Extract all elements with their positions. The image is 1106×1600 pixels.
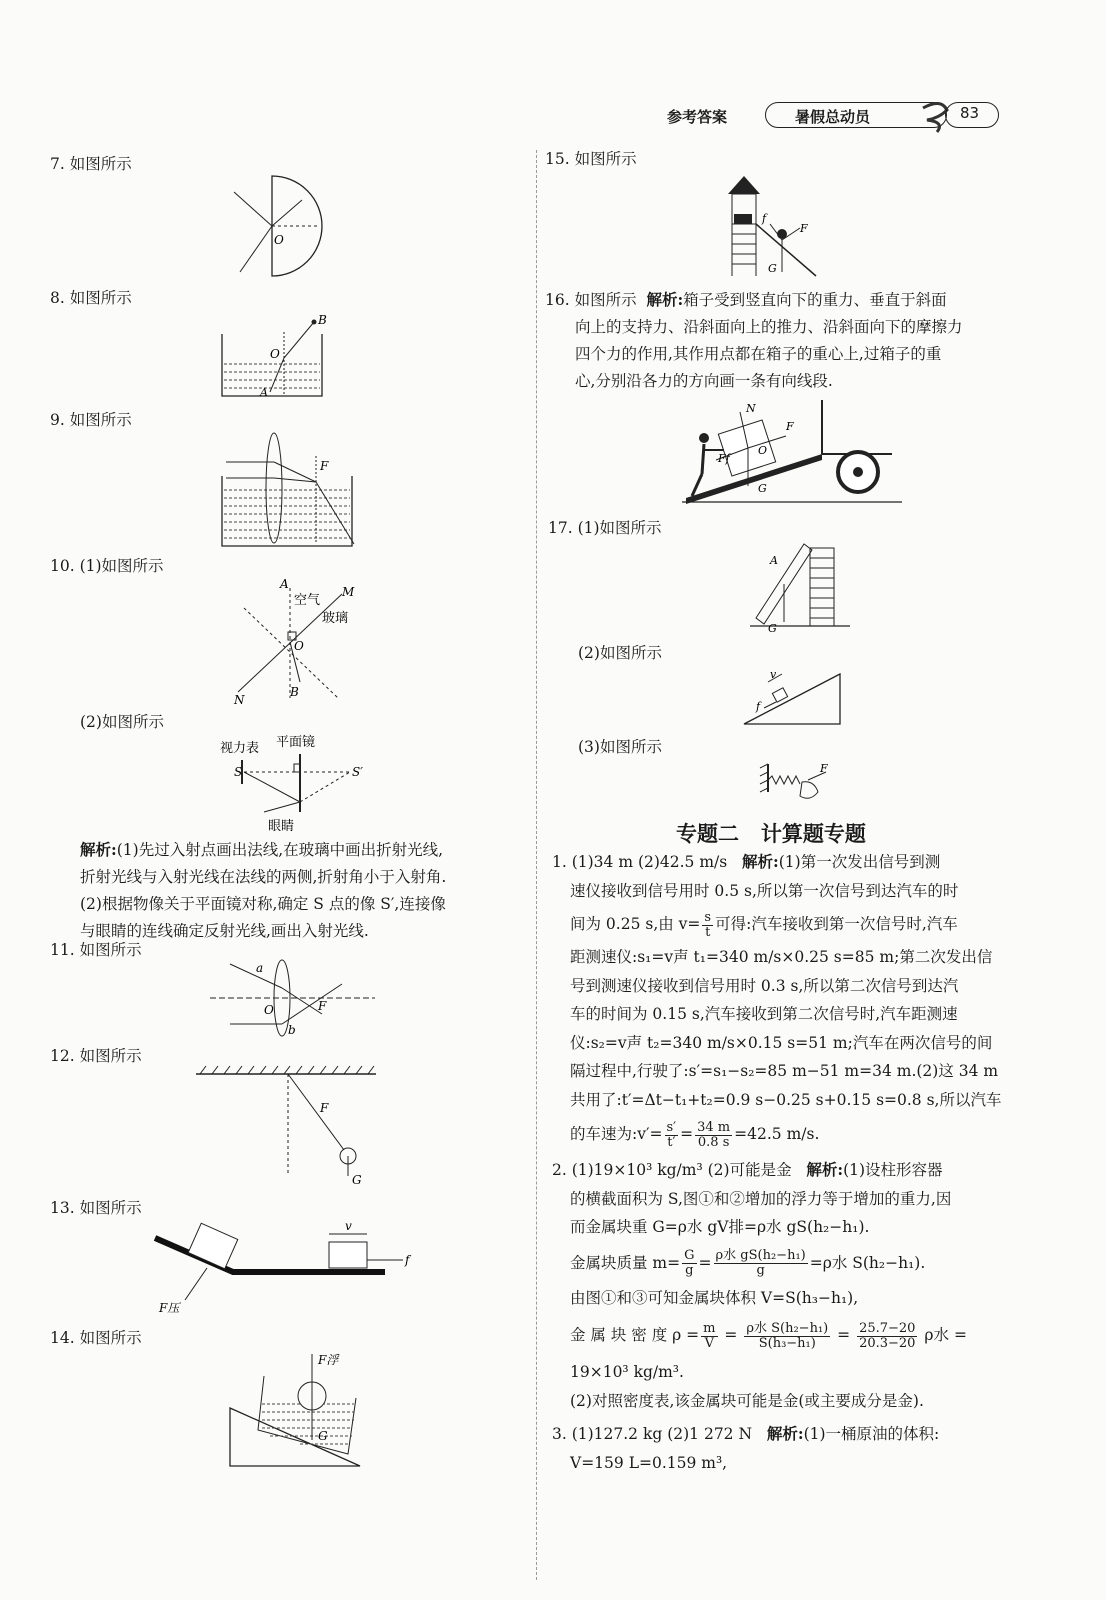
svg-text:G: G [318,1429,328,1443]
svg-text:A: A [770,554,778,567]
q15-label: 15. 如图所示 [545,150,637,168]
calc-problem-2: 2. (1)19×10³ kg/m³ (2)可能是金 解析:(1)设柱形容器 的横截面积为 S,图①和②增加的浮力等于增加的重力,因 而金属块重 G=ρ水 gV排=ρ水 gS(h₂−h₁). 金属块质量 m= $\frac{G}{g}$ = $\frac{\text{ρ水 gS(h₂−h₁)}}{g}$ =ρ水 S(h₂−h₁). 由图①和③可知金属块体积 V=S(h₃−h₁), 金 属 块 密 度 ρ = $\frac{m}{V}$ = $\frac{\text{ρ水 S(h₂−h₁)}}{\text{S(h₃−h₁)}}$ = $\frac{25.7-20}{20.3-20}$ ρ水 = 19×10³ kg/m³. (2)对照密度表,该金属块可能是金(或主要成分是金). [552,1160,967,1410]
svg-text:O: O [758,444,768,457]
q7-semicircle-figure [232,172,332,282]
q11-lens-figure [210,958,380,1038]
q17-2-incline-figure [740,668,850,732]
q14-floating-ball-figure [230,1348,380,1468]
svg-text:M: M [342,585,355,599]
svg-text:F: F [786,420,794,433]
svg-text:F: F [320,1101,329,1115]
q7-label: 7. 如图所示 [50,155,132,173]
svg-text:F: F [318,999,327,1013]
svg-text:F: F [820,762,828,775]
svg-text:O: O [274,233,284,247]
section-title: 参考答案 [667,108,728,126]
svg-text:G: G [768,262,777,275]
svg-text:Ff: Ff [718,452,730,465]
svg-text:平面镜: 平面镜 [276,735,316,750]
svg-text:F: F [800,222,808,235]
q10-label: 10. (1)如图所示 [50,557,164,575]
svg-text:眼睛: 眼睛 [268,819,295,834]
q12-pendulum-figure [196,1064,386,1187]
book-title: 暑假总动员 [795,108,871,126]
svg-text:F: F [320,459,329,473]
q13-incline-figure [155,1220,425,1320]
svg-text:O: O [270,347,280,361]
q10-part2-label: (2)如图所示 [80,713,164,731]
q14-label: 14. 如图所示 [50,1329,142,1347]
q17-3-spring-figure [756,762,836,812]
q8-label: 8. 如图所示 [50,289,132,307]
q13-label: 13. 如图所示 [50,1199,142,1217]
q9-lens-figure [222,432,362,552]
q17-1-label: 17. (1)如图所示 [548,519,662,537]
svg-text:a: a [256,961,264,975]
svg-text:视力表: 视力表 [220,741,260,756]
svg-text:F浮: F浮 [318,1353,339,1367]
svg-text:v: v [770,668,777,681]
svg-text:B: B [318,313,327,327]
q10-mirror-figure [220,732,380,832]
svg-text:B: B [290,685,299,699]
page-number: 83 [960,104,980,122]
svg-text:F压: F压 [159,1301,180,1315]
page-header [655,100,1055,132]
svg-text:f: f [405,1253,410,1267]
calc-problem-3: 3. (1)127.2 kg (2)1 272 N 解析:(1)一桶原油的体积: V=159 L=0.159 m³, [552,1424,940,1472]
svg-text:G: G [758,482,767,495]
svg-text:A: A [260,386,268,399]
q17-3-label: (3)如图所示 [578,738,662,756]
svg-text:N: N [746,402,756,415]
svg-text:f: f [756,700,761,713]
q10-explanation: 解析:(1)先过入射点画出法线,在玻璃中画出折射光线, 折射光线与入射光线在法线的两侧,折射角小于入射角. (2)根据物像关于平面镜对称,确定 S 点的像 S′,连接像 与眼睛的连线确定反射光线,画出入射光线. [80,840,447,940]
svg-text:S: S [234,765,243,779]
svg-text:b: b [288,1023,296,1037]
svg-text:N: N [234,693,245,707]
q16-text: 16. 如图所示 解析:箱子受到竖直向下的重力、垂直于斜面 向上的支持力、沿斜面向上的推力、沿斜面向下的摩擦力 四个力的作用,其作用点都在箱子的重心上,过箱子的重 心,分别沿各力的方向画一条有向线段. [545,290,963,390]
svg-text:G: G [352,1173,362,1187]
svg-text:f: f [762,212,767,225]
q15-slide-figure [720,176,840,276]
q12-label: 12. 如图所示 [50,1047,142,1065]
svg-text:G: G [768,622,777,635]
q17-1-ladder-figure [750,540,850,635]
q11-label: 11. 如图所示 [50,941,142,959]
q17-2-label: (2)如图所示 [578,644,662,662]
q8-water-container-figure [222,312,342,402]
topic-heading: 专题二 计算题专题 [676,822,866,846]
calc-problem-1: 1. (1)34 m (2)42.5 m/s 解析:(1)第一次发出信号到测 速仪接收到信号用时 0.5 s,所以第一次信号到达汽车的时 间为 0.25 s,由 v= $\frac{s}{t}$ 可得:汽车接收到第一次信号时,汽车 距测速仪:s₁=v声 t₁=340 m/s×0.25 s=85 m;第二次发出信 号到测速仪接收到信号用时 0.3 s,所以第二次信号到达汽 车的时间为 0.15 s,汽车接收到第二次信号时,汽车距测速 仪:s₂=v声 t₂=340 m/s×0.15 s=51 m;汽车在两次信号的间 隔过程中,行驶了:s′=s₁−s₂=85 m−51 m=34 m.(2)这 34 m 共用了:t′=Δt−t₁+t₂=0.9 s−0.25 s+0.15 s=0.8 s,所以汽车 的车速为:v′= $\frac{s'}{t'}$ = $\frac{34 m}{0.8 s}$ =42.5 m/s. [552,852,1002,1150]
q9-label: 9. 如图所示 [50,411,132,429]
svg-text:S′: S′ [352,765,363,779]
svg-text:玻璃: 玻璃 [322,611,349,626]
svg-text:O: O [264,1003,274,1017]
svg-text:O: O [294,639,304,653]
q16-cart-push-figure [682,398,922,508]
svg-text:A: A [280,577,289,591]
q10-refraction-figure [230,578,370,708]
svg-text:v: v [345,1219,352,1233]
svg-text:空气: 空气 [294,593,321,608]
column-divider [536,150,537,1580]
